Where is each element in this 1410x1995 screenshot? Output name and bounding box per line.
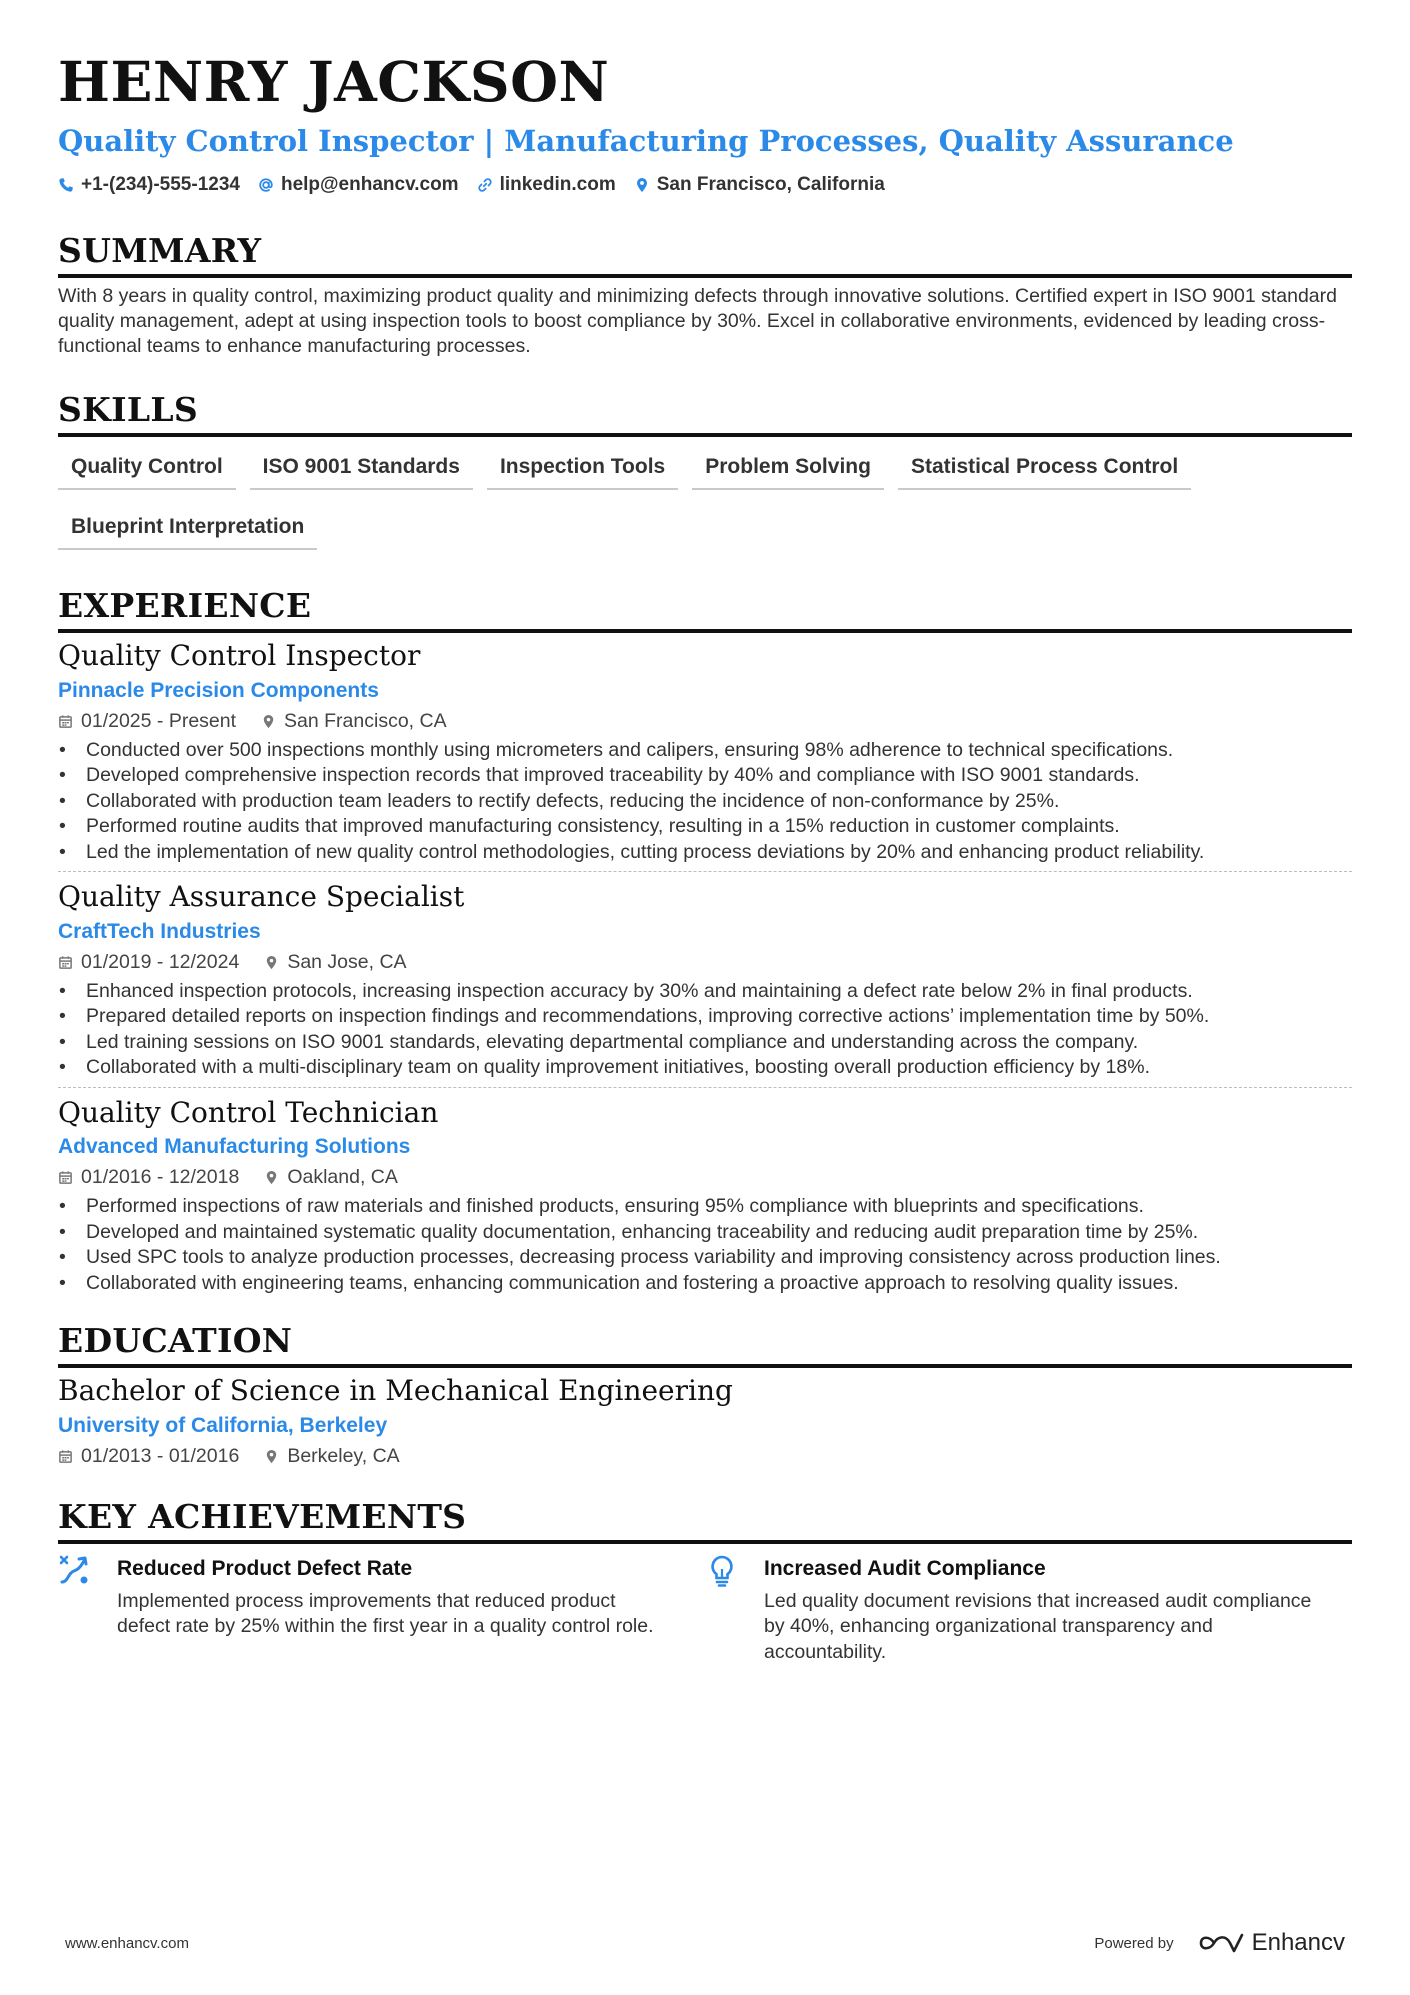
achievement-title: Increased Audit Compliance [764, 1556, 1046, 1580]
skill-tag: Problem Solving [692, 445, 884, 490]
candidate-name: HENRY JACKSON [58, 49, 610, 114]
education-school: University of California, Berkeley [58, 1413, 388, 1437]
job-location-text: San Francisco, CA [284, 709, 447, 732]
at-icon [258, 177, 274, 193]
job-location-text: San Jose, CA [287, 950, 407, 973]
job-bullet: • Conducted over 500 inspections monthly using micrometers and calipers, ensuring 98% adherence to technical specifications. [58, 738, 1352, 764]
experience-section [58, 586, 1352, 1302]
location-icon [264, 955, 279, 970]
job-entry [58, 639, 1352, 872]
job-dates [58, 951, 239, 974]
contact-phone[interactable] [58, 174, 240, 196]
education-section [58, 1321, 1352, 1468]
achievement-title: Reduced Product Defect Rate [117, 1556, 413, 1580]
achievement-body [117, 1554, 665, 1666]
contact-location-text: San Francisco, California [656, 174, 885, 195]
job-title: Quality Control Inspector [58, 639, 421, 672]
calendar-icon [58, 714, 73, 729]
summary-section [58, 231, 1352, 359]
achievements-title: KEY ACHIEVEMENTS [58, 1500, 1352, 1544]
skills-title: SKILLS [58, 393, 1352, 437]
page-footer [65, 1929, 1345, 1957]
job-bullet: • Collaborated with engineering teams, enhancing communication and fostering a proactive approach to resolving quality issues. [58, 1271, 1352, 1297]
footer-website[interactable]: www.enhancv.com [65, 1934, 189, 1952]
lightbulb-icon [705, 1554, 739, 1588]
contact-location [634, 174, 885, 196]
contact-email[interactable] [258, 174, 459, 196]
job-meta [58, 951, 1352, 974]
job-company: Advanced Manufacturing Solutions [58, 1135, 411, 1159]
job-bullet: • Used SPC tools to analyze production processes, decreasing process variability and improving consistency across production lines. [58, 1245, 1352, 1271]
job-bullet: • Developed comprehensive inspection records that improved traceability by 40% and compliance with ISO 9001 standards. [58, 763, 1352, 789]
education-dates [58, 1445, 239, 1468]
job-dates-text: 01/2016 - 12/2018 [81, 1166, 240, 1189]
job-dates-text: 01/2025 - Present [81, 709, 237, 732]
job-dates [58, 710, 236, 733]
calendar-icon [58, 1170, 73, 1185]
skills-list [58, 445, 1352, 565]
location-icon [264, 1449, 279, 1464]
job-bullet: • Prepared detailed reports on inspection findings and recommendations, improving corrective actions’ implementation time by 50%. [58, 1004, 1352, 1030]
calendar-icon [58, 955, 73, 970]
job-bullet: • Led the implementation of new quality control methodologies, cutting process deviations by 20% and enhancing product reliability. [58, 840, 1352, 866]
job-company: Pinnacle Precision Components [58, 678, 379, 702]
job-meta [58, 710, 1352, 733]
contact-bar [58, 174, 1352, 196]
job-bullet: • Performed inspections of raw materials and finished products, ensuring 95% compliance with blueprints and specifications. [58, 1194, 1352, 1220]
location-icon [634, 177, 650, 193]
phone-icon [58, 177, 74, 193]
job-location-text: Oakland, CA [287, 1166, 398, 1189]
powered-by-label: Powered by [1094, 1934, 1174, 1952]
job-dates [58, 1166, 239, 1189]
summary-text: With 8 years in quality control, maximizing product quality and minimizing defects through innovative solutions. Certified expert in ISO 9001 standard quality management, adept at using inspection tools to boost compliance by 30%. Excel in collaborative environments, evidenced by leading cross-functional teams to enhance manufacturing processes. [58, 285, 1337, 357]
achievement-desc: Implemented process improvements that reduced product defect rate by 25% within the first year in a quality control role. [117, 1589, 654, 1638]
achievement-item [58, 1554, 705, 1666]
job-bullets [58, 979, 1352, 1081]
candidate-headline: Quality Control Inspector | Manufacturing Processes, Quality Assurance [58, 124, 1234, 158]
job-bullet: • Performed routine audits that improved manufacturing consistency, resulting in a 15% reduction in customer complaints. [58, 814, 1352, 840]
skill-tag: Quality Control [58, 445, 236, 490]
job-bullet: • Led training sessions on ISO 9001 standards, elevating departmental compliance and understanding across the company. [58, 1030, 1352, 1056]
location-icon [261, 714, 276, 729]
enhancv-logo-icon [1196, 1931, 1246, 1955]
education-location-text: Berkeley, CA [287, 1444, 400, 1467]
contact-phone-text: +1-(234)-555-1234 [81, 174, 240, 195]
summary-title: SUMMARY [58, 234, 1352, 278]
education-dates-text: 01/2013 - 01/2016 [81, 1444, 240, 1467]
enhancv-logo-text: Enhancv [1251, 1929, 1345, 1956]
job-bullets [58, 738, 1352, 866]
skill-tag: Inspection Tools [487, 445, 678, 490]
job-bullet: • Collaborated with production team leaders to rectify defects, reducing the incidence of non-conformance by 25%. [58, 789, 1352, 815]
achievements-list [58, 1554, 1352, 1666]
location-icon [264, 1170, 279, 1185]
job-title: Quality Assurance Specialist [58, 880, 465, 914]
job-bullets [58, 1194, 1352, 1296]
link-icon [477, 177, 493, 193]
skill-tag: Blueprint Interpretation [58, 505, 317, 550]
job-company: CraftTech Industries [58, 919, 261, 943]
job-bullet: • Enhanced inspection protocols, increasing inspection accuracy by 30% and maintaining a defect rate below 2% in final products. [58, 979, 1352, 1005]
contact-linkedin-text: linkedin.com [499, 174, 616, 195]
enhancv-logo[interactable] [1196, 1929, 1345, 1957]
job-bullet: • Developed and maintained systematic quality documentation, enhancing traceability and reducing audit preparation time by 25%. [58, 1220, 1352, 1246]
achievement-item [705, 1554, 1352, 1666]
powered-by [1094, 1929, 1345, 1957]
achievement-body [764, 1554, 1312, 1666]
job-dates-text: 01/2019 - 12/2024 [81, 950, 240, 973]
contact-linkedin[interactable] [477, 174, 616, 196]
job-location [264, 1166, 398, 1189]
education-meta [58, 1445, 1352, 1468]
job-title: Quality Control Technician [58, 1095, 439, 1129]
education-degree: Bachelor of Science in Mechanical Engineering [58, 1374, 733, 1408]
job-meta [58, 1166, 1352, 1189]
education-title: EDUCATION [58, 1324, 1352, 1368]
job-bullet: • Collaborated with a multi-disciplinary team on quality improvement initiatives, boosting overall production efficiency by 18%. [58, 1055, 1352, 1081]
job-entry [58, 880, 1352, 1088]
path-icon [58, 1554, 92, 1588]
contact-email-text: help@enhancv.com [280, 174, 459, 195]
job-location [261, 710, 447, 733]
experience-title: EXPERIENCE [58, 589, 1352, 633]
skill-tag: ISO 9001 Standards [250, 445, 473, 490]
skill-tag: Statistical Process Control [898, 445, 1191, 490]
job-location [264, 951, 406, 974]
achievement-desc: Led quality document revisions that increased audit compliance by 40%, enhancing organizational transparency and accountability. [764, 1589, 1312, 1663]
skills-section [58, 390, 1352, 565]
job-entry [58, 1096, 1352, 1303]
education-location [264, 1445, 399, 1468]
calendar-icon [58, 1449, 73, 1464]
achievements-section [58, 1496, 1352, 1666]
